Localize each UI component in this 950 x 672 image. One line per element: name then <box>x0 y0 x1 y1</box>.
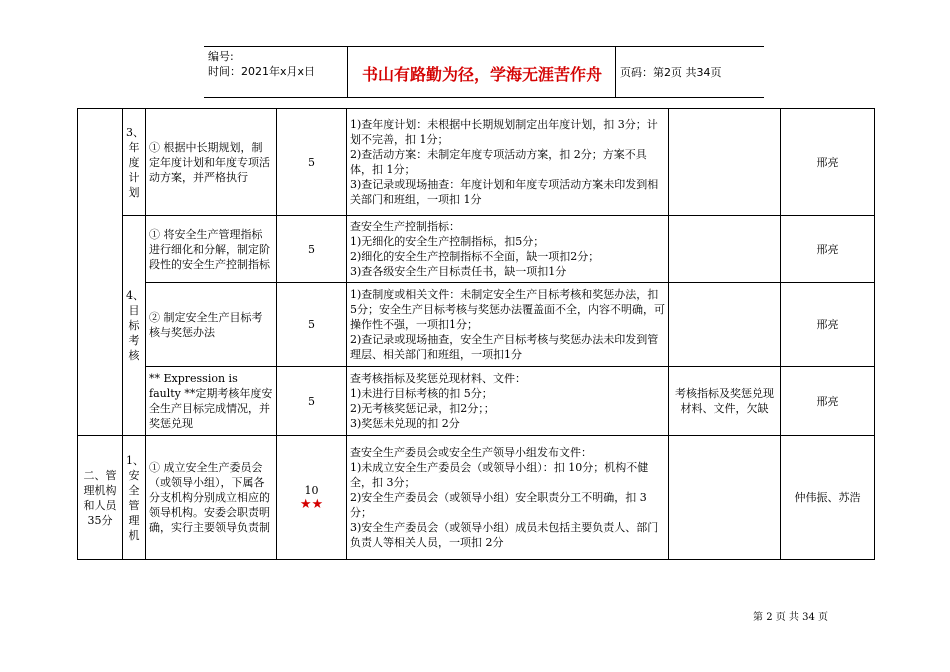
table-row <box>78 216 875 283</box>
person-cell: 邢亮 <box>781 109 875 216</box>
deduction-cell <box>669 283 781 367</box>
serial-label: 编号: <box>208 50 234 63</box>
star-rating-icon: ★★ <box>299 497 324 512</box>
subcategory-cell: 4、目标考核 <box>123 216 146 436</box>
table-row <box>78 283 875 367</box>
header-divider <box>615 47 616 97</box>
person-cell: 邢亮 <box>781 283 875 367</box>
criteria-cell: 查安全生产委员会或安全生产领导小组发布文件： 1)未成立安全生产委员会（或领导小组）：扣 10分；机构不健全，扣 3分； 2)安全生产委员会（或领导小组）安全职责分工不明确，扣 3分； 3)安全生产委员会（或领导小组）成员未包括主要负责人、部门负责人等相关人员，一项扣 2分 <box>347 436 669 560</box>
score-cell: 5 <box>277 283 347 367</box>
page-footer: 第 2 页 共 34 页 <box>753 612 828 623</box>
item-cell: ② 制定安全生产目标考核与奖惩办法 <box>146 283 277 367</box>
table-row <box>78 436 875 560</box>
criteria-cell: 1)查年度计划：未根据中长期规划制定出年度计划，扣 3分；计划不完善，扣 1分； 2)查活动方案：未制定年度专项活动方案，扣 2分；方案不具体，扣 1分； 3)查记录或现场抽查：年度计划和年度专项活动方案未印发到相关部门和班组，一项扣 1分 <box>347 109 669 216</box>
person-cell: 仲伟振、苏浩 <box>781 436 875 560</box>
table-row <box>78 109 875 216</box>
subcategory-cell: 3、年度计划 <box>123 109 146 216</box>
deduction-cell: 考核指标及奖惩兑现材料、文件，欠缺 <box>669 367 781 436</box>
deduction-cell <box>669 216 781 283</box>
item-cell: ** Expression is faulty **定期考核年度安全生产目标完成情况，并奖惩兑现 <box>146 367 277 436</box>
score-cell: 5 <box>277 109 347 216</box>
score-cell <box>277 436 347 560</box>
time-label: 时间：2021年x月x日 <box>208 65 316 78</box>
header-motto: 书山有路勤为径，学海无涯苦作舟 <box>362 65 603 84</box>
page-header <box>204 46 764 98</box>
person-cell: 邢亮 <box>781 367 875 436</box>
header-meta <box>208 49 315 79</box>
header-page-label: 页码：第2页 共34页 <box>620 66 722 79</box>
score-value: 10 <box>304 484 319 497</box>
score-cell: 5 <box>277 367 347 436</box>
item-cell: ① 将安全生产管理指标进行细化和分解，制定阶段性的安全生产控制指标 <box>146 216 277 283</box>
subcategory-cell: 1、安全管理机 <box>123 436 146 560</box>
deduction-cell <box>669 436 781 560</box>
assessment-table <box>77 108 875 560</box>
header-divider <box>347 47 348 97</box>
person-cell: 邢亮 <box>781 216 875 283</box>
category-cell <box>78 109 123 436</box>
criteria-cell: 查考核指标及奖惩兑现材料、文件： 1)未进行目标考核的扣 5分； 2)无考核奖惩记录，扣2分；； 3)奖惩未兑现的扣 2分 <box>347 367 669 436</box>
score-cell: 5 <box>277 216 347 283</box>
item-cell: ① 成立安全生产委员会（或领导小组），下属各分支机构分别成立相应的领导机构。安委会职责明确，实行主要领导负责制 <box>146 436 277 560</box>
criteria-cell: 1)查制度或相关文件：未制定安全生产目标考核和奖惩办法，扣 5分；安全生产目标考核与奖惩办法覆盖面不全，内容不明确，可操作性不强，一项扣1分； 2)查记录或现场抽查，安全生产目标考核与奖惩办法未印发到管理层、相关部门和班组，一项扣1分 <box>347 283 669 367</box>
criteria-cell: 查安全生产控制指标： 1)无细化的安全生产控制指标，扣5分； 2)细化的安全生产控制指标不全面，缺一项扣2分； 3)查各级安全生产目标责任书，缺一项扣1分 <box>347 216 669 283</box>
deduction-cell <box>669 109 781 216</box>
table-row <box>78 367 875 436</box>
item-cell: ① 根据中长期规划，制定年度计划和年度专项活动方案，并严格执行 <box>146 109 277 216</box>
category-cell: 二、管理机构和人员35分 <box>78 436 123 560</box>
